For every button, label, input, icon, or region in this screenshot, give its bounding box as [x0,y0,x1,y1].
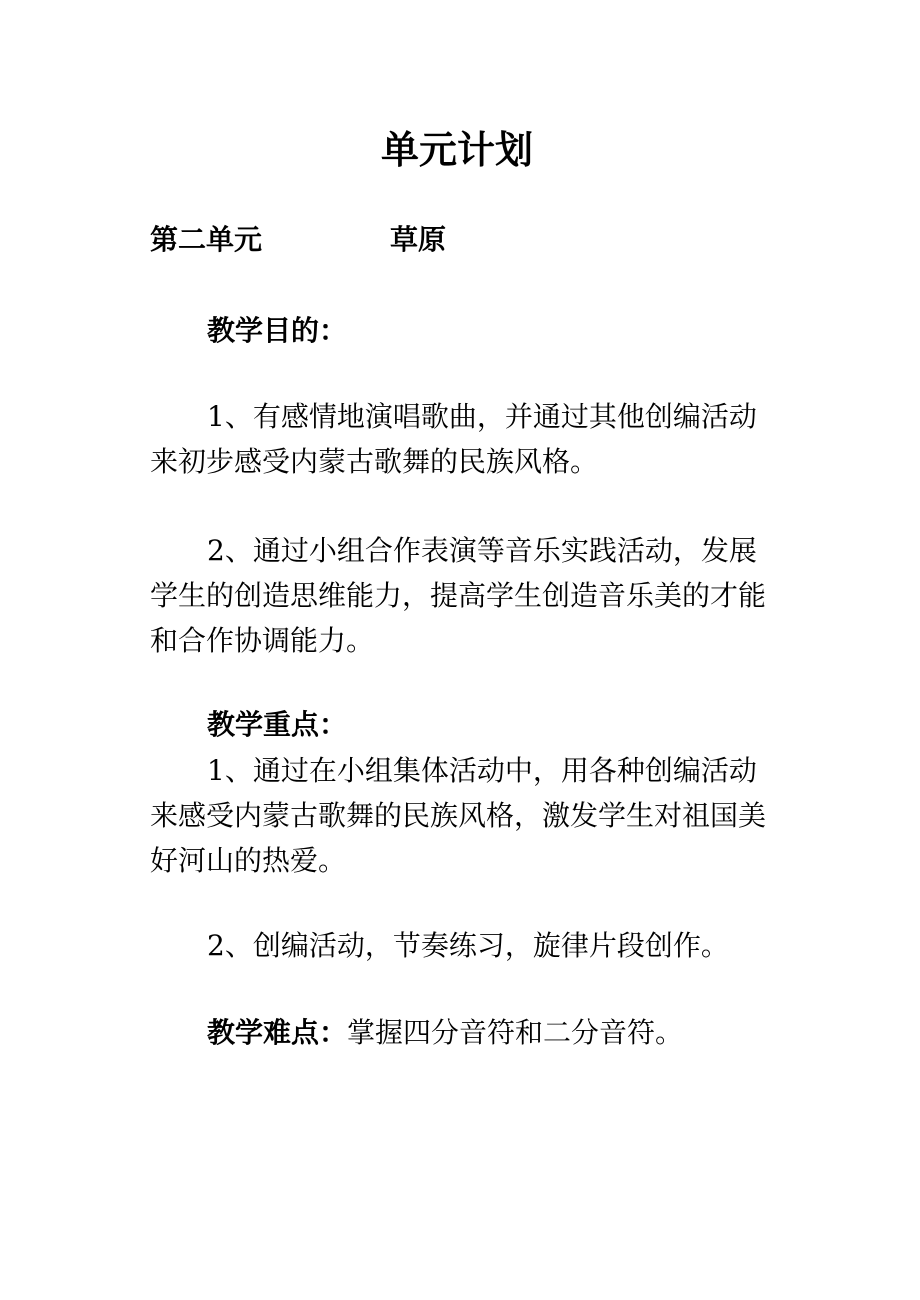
paragraph-line: 2、创编活动，节奏练习，旋律片段创作。 [207,929,729,962]
unit-label: 第二单元 [150,223,263,256]
difficulty-label: 教学难点： [207,1016,348,1049]
document-title: 单元计划 [380,127,533,172]
paragraph-line: 来感受内蒙古歌舞的民族风格，激发学生对祖国美 [150,799,767,832]
paragraph-line: 和合作协调能力。 [150,624,375,657]
objective-item-1 [150,394,775,484]
paragraph-line: 来初步感受内蒙古歌舞的民族风格。 [150,445,599,478]
paragraph-line: 好河山的热爱。 [150,844,347,877]
key-point-item-1 [150,748,775,883]
key-points-heading: 教学重点： [207,708,348,741]
paragraph-line: 学生的创造思维能力，提高学生创造音乐美的才能 [150,579,767,612]
paragraph-line: 2、通过小组合作表演等音乐实践活动，发展 [207,534,757,567]
difficulty-text: 掌握四分音符和二分音符。 [347,1016,684,1049]
paragraph-line: 1、有感情地演唱歌曲，并通过其他创编活动 [207,400,757,433]
key-point-item-2 [150,923,775,968]
difficulty-line [207,1013,683,1053]
paragraph-line: 1、通过在小组集体活动中，用各种创编活动 [207,754,757,787]
unit-name: 草原 [390,223,447,256]
objectives-heading: 教学目的： [207,314,348,347]
objective-item-2 [150,528,775,663]
unit-line [150,220,447,260]
